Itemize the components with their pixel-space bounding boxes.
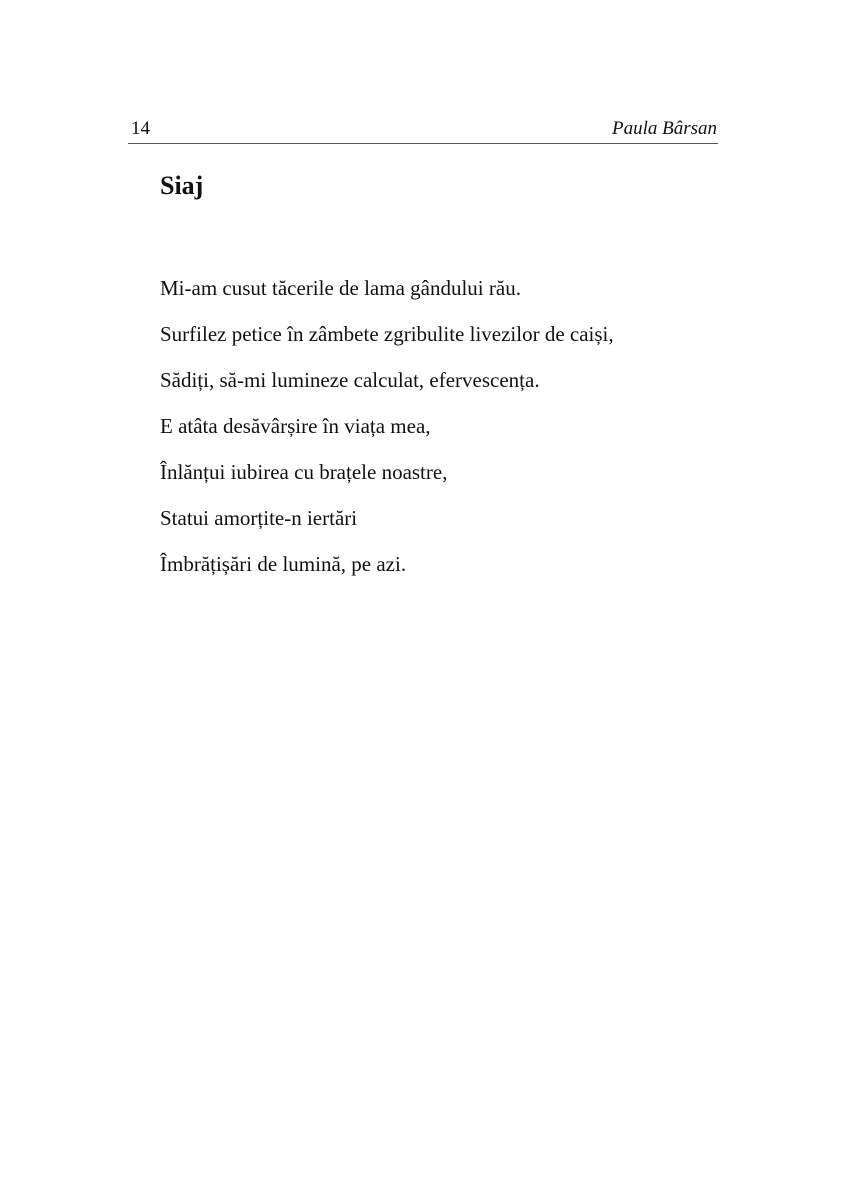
author-name: Paula Bârsan [611,118,717,139]
poem-title: Siaj [160,171,204,200]
poem-line: Înlănțui iubirea cu brațele noastre, [160,460,448,484]
poem-line: Îmbrățișări de lumină, pe azi. [160,552,407,576]
poem-line: Sădiți, să-mi lumineze calculat, efervescența. [160,368,540,392]
poem-line: Surfilez petice în zâmbete zgribulite livezilor de caiși, [160,322,614,346]
running-header [128,116,718,144]
poem-line: Mi-am cusut tăcerile de lama gândului rău. [160,276,521,300]
poem-line: E atâta desăvârșire în viața mea, [160,414,431,438]
poem-line: Statui amorțite-n iertări [160,506,358,530]
poem-body [160,265,614,587]
page-number: 14 [131,118,150,139]
poem [160,168,720,576]
